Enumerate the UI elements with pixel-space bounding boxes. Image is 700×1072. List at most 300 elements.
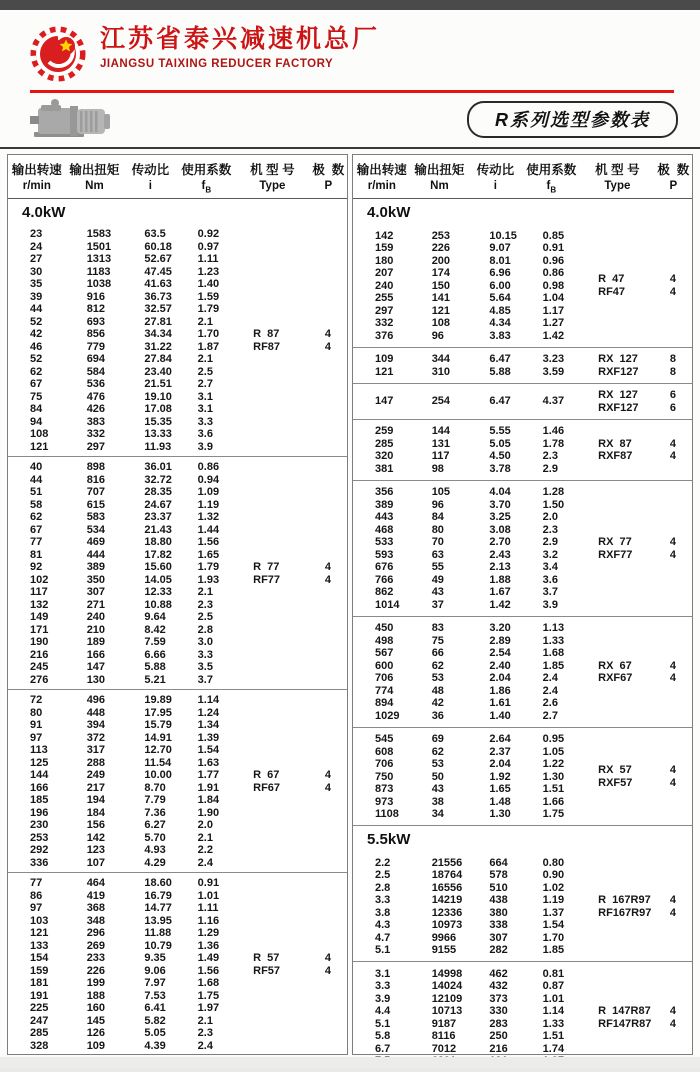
- cell-ratio: 28.35: [144, 486, 172, 499]
- cell-service-factor: 0.95: [542, 733, 565, 746]
- cell-service-factor: 1.11: [197, 253, 219, 266]
- cell-pole-number: 4: [669, 437, 677, 450]
- cell-output-torque: 109: [86, 1039, 106, 1052]
- cell-ratio: 18.80: [144, 536, 172, 549]
- block-rows: [353, 733, 580, 821]
- cell-pole-number: 4: [324, 573, 332, 586]
- table-header: [353, 155, 692, 199]
- type-row: [580, 389, 692, 402]
- cell-pole-number: 4: [324, 769, 332, 782]
- cell-service-factor: 1.77: [197, 769, 220, 782]
- table-row: [8, 661, 235, 674]
- type-row: [580, 894, 692, 907]
- section-title: 4.0kW: [367, 204, 411, 222]
- factory-name-en: JIANGSU TAIXING REDUCER FACTORY: [100, 58, 334, 70]
- cell-type-model: RF87: [253, 340, 281, 353]
- cell-service-factor: 1.09: [197, 486, 220, 499]
- cell-output-torque: 160: [86, 1002, 106, 1015]
- col-header-service-factor-unit: $f_B$: [546, 180, 557, 195]
- cell-output-torque: 249: [86, 769, 106, 782]
- cell-output-speed: 766: [375, 573, 394, 586]
- cell-output-torque: 14024: [431, 980, 463, 993]
- cell-service-factor: 2.3: [542, 523, 558, 536]
- cell-ratio: 11.93: [144, 440, 172, 453]
- type-row: [580, 659, 692, 672]
- cell-output-speed: 894: [375, 697, 394, 710]
- cell-pole-number: 4: [669, 450, 677, 463]
- table-row: [8, 927, 235, 940]
- cell-service-factor: 1.33: [542, 634, 565, 647]
- cell-pole-number: 4: [669, 659, 677, 672]
- cell-output-speed: 225: [30, 1002, 49, 1015]
- cell-output-torque: 317: [86, 744, 106, 757]
- cell-ratio: 4.50: [489, 450, 511, 463]
- table-row: [8, 461, 235, 474]
- cell-ratio: 6.47: [489, 395, 511, 408]
- cell-output-torque: 10973: [431, 919, 463, 932]
- table-row: [353, 770, 580, 783]
- cell-ratio: 9.07: [489, 242, 511, 255]
- cell-service-factor: 0.94: [197, 473, 220, 486]
- cell-ratio: 1.88: [489, 573, 511, 586]
- table-row: [8, 939, 235, 952]
- cell-output-torque: 534: [86, 523, 106, 536]
- cell-service-factor: 1.36: [197, 939, 220, 952]
- cell-output-torque: 69: [431, 733, 444, 746]
- cell-output-speed: 154: [30, 952, 49, 965]
- table-row: [8, 623, 235, 636]
- cell-ratio: 27.84: [144, 353, 172, 366]
- table-header-unit-row: [353, 178, 692, 194]
- table-row: [8, 290, 235, 303]
- cell-ratio: 373: [489, 992, 508, 1005]
- cell-pole-number: 4: [324, 781, 332, 794]
- cell-output-speed: 159: [30, 964, 49, 977]
- cell-output-torque: 210: [86, 623, 106, 636]
- cell-output-speed: 255: [375, 292, 394, 305]
- cell-output-torque: 253: [431, 229, 451, 242]
- cell-ratio: 27.81: [144, 315, 172, 328]
- cell-output-torque: 48: [431, 684, 444, 697]
- cell-service-factor: 1.85: [542, 659, 565, 672]
- cell-pole-number: 8: [669, 365, 677, 378]
- block-rows: [353, 425, 580, 475]
- cell-type-model: RX 87: [598, 437, 632, 450]
- cell-service-factor: 1.51: [542, 1030, 565, 1043]
- cell-output-torque: 188: [86, 989, 106, 1002]
- cell-ratio: 3.78: [489, 462, 511, 475]
- cell-type-model: RF67: [253, 781, 281, 794]
- cell-service-factor: 1.51: [542, 783, 565, 796]
- table-row: [8, 914, 235, 927]
- cell-ratio: 438: [489, 894, 508, 907]
- cell-pole-number: 4: [324, 340, 332, 353]
- cell-ratio: 1.65: [489, 783, 511, 796]
- cell-service-factor: 2.3: [197, 598, 213, 611]
- cell-output-torque: 217: [86, 781, 106, 794]
- cell-output-torque: 394: [86, 719, 106, 732]
- table-row: [353, 919, 580, 932]
- table-row: [353, 304, 580, 317]
- cell-service-factor: 1.37: [542, 906, 565, 919]
- table-row: [8, 756, 235, 769]
- cell-ratio: 17.82: [144, 548, 172, 561]
- cell-ratio: 283: [489, 1017, 508, 1030]
- factory-gear-logo-icon: [30, 26, 86, 82]
- cell-type-model: RF77: [253, 573, 281, 586]
- cell-service-factor: 1.70: [542, 931, 565, 944]
- cell-ratio: 5.05: [489, 437, 511, 450]
- cell-pole-number: 4: [324, 952, 332, 965]
- block-rows: [353, 967, 580, 1067]
- cell-output-speed: 2.8: [375, 881, 391, 894]
- cell-ratio: 15.79: [144, 719, 172, 732]
- cell-service-factor: 1.13: [542, 622, 565, 635]
- table-row: [8, 586, 235, 599]
- col-header-output-speed-cn: 输出转速: [11, 163, 62, 177]
- block-rows: [353, 856, 580, 956]
- cell-output-torque: 36: [431, 709, 444, 722]
- cell-output-torque: 117: [431, 450, 450, 463]
- type-row: [580, 548, 692, 561]
- cell-output-speed: 58: [30, 498, 43, 511]
- cell-ratio: 8.01: [489, 254, 511, 267]
- gearmotor-product-image: [30, 96, 130, 142]
- cell-output-torque: 66: [431, 647, 444, 660]
- table-header-cn-row: [8, 160, 347, 178]
- cell-type-model: R 87: [253, 328, 280, 341]
- cell-output-speed: 181: [30, 977, 49, 990]
- table-row: [8, 1027, 235, 1040]
- cell-service-factor: 0.96: [542, 254, 565, 267]
- table-row: [353, 498, 580, 511]
- parameter-block: [353, 961, 692, 1072]
- cell-output-speed: 5.1: [375, 944, 391, 957]
- type-row: [580, 777, 692, 790]
- cell-ratio: 11.88: [144, 927, 172, 940]
- cell-output-speed: 97: [30, 902, 43, 915]
- cell-output-speed: 72: [30, 694, 43, 707]
- cell-output-torque: 37: [431, 598, 444, 611]
- cell-service-factor: 3.59: [542, 365, 565, 378]
- cell-output-speed: 62: [30, 511, 43, 524]
- table-row: [353, 808, 580, 821]
- table-row: [8, 844, 235, 857]
- cell-type-model: R 47: [598, 273, 625, 286]
- cell-output-speed: 94: [30, 415, 43, 428]
- cell-pole-number: 4: [669, 906, 677, 919]
- cell-output-speed: 46: [30, 340, 43, 353]
- table-row: [353, 697, 580, 710]
- cell-service-factor: 0.90: [542, 869, 565, 882]
- cell-service-factor: 2.7: [197, 378, 213, 391]
- table-row: [353, 684, 580, 697]
- cell-output-torque: 694: [86, 353, 106, 366]
- cell-output-speed: 706: [375, 672, 394, 685]
- cell-service-factor: 1.16: [197, 914, 220, 927]
- cell-output-torque: 83: [431, 622, 444, 635]
- cell-service-factor: 1.34: [197, 719, 220, 732]
- cell-ratio: 24.67: [144, 498, 172, 511]
- cell-ratio: 3.83: [489, 329, 511, 342]
- cell-service-factor: 2.1: [197, 1014, 213, 1027]
- cell-service-factor: 1.65: [197, 548, 220, 561]
- cell-output-torque: 144: [431, 425, 451, 438]
- cell-service-factor: 1.90: [197, 806, 220, 819]
- cell-output-torque: 464: [86, 877, 106, 890]
- table-header-unit-row: [8, 178, 347, 194]
- table-row: [8, 794, 235, 807]
- cell-output-torque: 812: [86, 303, 106, 316]
- cell-output-speed: 3.1: [375, 967, 391, 980]
- cell-service-factor: 1.39: [197, 731, 220, 744]
- cell-output-speed: 600: [375, 659, 394, 672]
- cell-output-speed: 3.9: [375, 992, 391, 1005]
- cell-service-factor: 2.1: [197, 831, 213, 844]
- cell-type-model: R 57: [253, 952, 280, 965]
- cell-ratio: 8.42: [144, 623, 166, 636]
- cell-output-torque: 141: [431, 292, 451, 305]
- table-row: [8, 365, 235, 378]
- cell-service-factor: 1.84: [197, 794, 220, 807]
- cell-output-torque: 916: [86, 290, 106, 303]
- red-divider-rule: [30, 90, 674, 93]
- cell-output-speed: 23: [30, 228, 43, 241]
- cell-service-factor: 1.54: [542, 919, 565, 932]
- block-type-labels: [580, 894, 692, 919]
- cell-ratio: 1.86: [489, 684, 511, 697]
- cell-service-factor: 1.79: [197, 561, 220, 574]
- cell-output-torque: 240: [86, 611, 106, 624]
- cell-type-model: RF147R87: [598, 1017, 652, 1030]
- cell-service-factor: 1.85: [542, 944, 565, 957]
- cell-ratio: 1.61: [489, 697, 511, 710]
- col-header-pole-number-cn: 极 数: [312, 163, 345, 177]
- cell-ratio: 23.40: [144, 365, 172, 378]
- table-row: [353, 598, 580, 611]
- parameter-block: [353, 347, 692, 383]
- cell-output-speed: 144: [30, 769, 49, 782]
- cell-service-factor: 1.32: [197, 511, 220, 524]
- cell-service-factor: 2.9: [542, 462, 558, 475]
- cell-output-torque: 269: [86, 939, 106, 952]
- cell-output-speed: 3.8: [375, 906, 391, 919]
- cell-pole-number: 4: [669, 1017, 677, 1030]
- table-row: [8, 340, 235, 353]
- cell-output-speed: 75: [30, 390, 43, 403]
- cell-service-factor: 2.4: [197, 856, 213, 869]
- cell-service-factor: 1.54: [197, 744, 220, 757]
- cell-output-speed: 320: [375, 450, 394, 463]
- cell-service-factor: 1.30: [542, 770, 565, 783]
- cell-pole-number: 4: [669, 1005, 677, 1018]
- type-row: [580, 672, 692, 685]
- cell-output-speed: 125: [30, 756, 49, 769]
- table-row: [8, 378, 235, 391]
- cell-output-torque: 856: [86, 328, 106, 341]
- block-rows: [8, 461, 235, 686]
- parameter-block: [353, 616, 692, 727]
- cell-output-torque: 7012: [431, 1042, 457, 1055]
- cell-output-torque: 75: [431, 634, 444, 647]
- power-section: [8, 199, 347, 1055]
- cell-output-torque: 174: [431, 267, 451, 280]
- cell-service-factor: 2.4: [542, 684, 558, 697]
- col-header-output-speed-unit: r/min: [367, 180, 396, 192]
- type-row: [580, 906, 692, 919]
- cell-ratio: 8.70: [144, 781, 166, 794]
- cell-output-torque: 53: [431, 758, 444, 771]
- cell-ratio: 5.88: [144, 661, 166, 674]
- cell-ratio: 17.08: [144, 403, 172, 416]
- cell-output-speed: 91: [30, 719, 43, 732]
- cell-output-speed: 706: [375, 758, 394, 771]
- cell-output-speed: 159: [375, 242, 394, 255]
- table-row: [353, 267, 580, 280]
- type-row: [235, 769, 347, 782]
- cell-service-factor: 1.66: [542, 795, 565, 808]
- cell-ratio: 15.60: [144, 561, 172, 574]
- parameter-block: [8, 872, 347, 1055]
- parameter-block: [353, 480, 692, 616]
- cell-type-model: RXF87: [598, 450, 633, 463]
- block-type-labels: [580, 536, 692, 561]
- cell-output-torque: 200: [431, 254, 451, 267]
- table-row: [353, 622, 580, 635]
- cell-ratio: 10.00: [144, 769, 172, 782]
- parameter-block: [353, 224, 692, 347]
- block-rows: [8, 694, 235, 869]
- cell-output-speed: 1029: [375, 709, 400, 722]
- cell-service-factor: 0.80: [542, 856, 565, 869]
- top-border-bar: [0, 0, 700, 10]
- cell-service-factor: 1.01: [197, 889, 220, 902]
- cell-output-torque: 16556: [431, 881, 463, 894]
- cell-output-speed: 117: [30, 586, 48, 599]
- table-row: [8, 428, 235, 441]
- table-row: [353, 856, 580, 869]
- cell-output-speed: 3.3: [375, 980, 391, 993]
- table-row: [8, 611, 235, 624]
- table-row: [8, 719, 235, 732]
- cell-ratio: 41.63: [144, 278, 172, 291]
- cell-type-model: RXF57: [598, 776, 633, 789]
- cell-output-torque: 98: [431, 462, 444, 475]
- cell-pole-number: 4: [324, 964, 332, 977]
- cell-service-factor: 2.3: [542, 450, 558, 463]
- power-section: [353, 825, 692, 1072]
- col-header-service-factor-unit: $f_B$: [201, 180, 212, 195]
- cell-output-torque: 42: [431, 697, 444, 710]
- cell-output-speed: 132: [30, 598, 49, 611]
- table-row: [353, 1042, 580, 1055]
- cell-output-speed: 121: [30, 440, 49, 453]
- table-row: [353, 254, 580, 267]
- table-row: [353, 279, 580, 292]
- cell-service-factor: 1.14: [197, 694, 220, 707]
- table-row: [8, 673, 235, 686]
- cell-output-torque: 779: [86, 340, 106, 353]
- cell-ratio: 9.06: [144, 964, 166, 977]
- cell-output-torque: 9187: [431, 1017, 457, 1030]
- cell-output-speed: 332: [375, 317, 394, 330]
- cell-type-model: R 167R97: [598, 894, 651, 907]
- col-header-output-torque-cn: 输出扭矩: [414, 163, 465, 177]
- cell-output-speed: 103: [30, 914, 49, 927]
- cell-output-torque: 254: [431, 395, 451, 408]
- cell-service-factor: 1.68: [542, 647, 565, 660]
- cell-output-torque: 38: [431, 795, 444, 808]
- table-row: [353, 733, 580, 746]
- cell-service-factor: 1.29: [197, 927, 220, 940]
- cell-output-torque: 70: [431, 536, 444, 549]
- cell-ratio: 9.64: [144, 611, 166, 624]
- cell-output-torque: 50: [431, 770, 444, 783]
- cell-output-torque: 12336: [431, 906, 463, 919]
- cell-type-model: RX 127: [598, 353, 638, 366]
- table-row: [8, 806, 235, 819]
- type-row: [580, 450, 692, 463]
- table-row: [8, 964, 235, 977]
- cell-output-torque: 150: [431, 279, 451, 292]
- cell-ratio: 10.15: [489, 229, 517, 242]
- cell-service-factor: 2.7: [542, 709, 558, 722]
- cell-service-factor: 1.17: [542, 304, 565, 317]
- parameter-block: [8, 689, 347, 872]
- cell-service-factor: 1.24: [197, 706, 220, 719]
- cell-ratio: 3.20: [489, 622, 511, 635]
- type-row: [580, 1005, 692, 1018]
- cell-output-torque: 296: [86, 927, 106, 940]
- table-row: [8, 523, 235, 536]
- type-row: [235, 328, 347, 341]
- cell-service-factor: 1.49: [197, 952, 220, 965]
- table-row: [8, 819, 235, 832]
- cell-ratio: 9.35: [144, 952, 166, 965]
- table-row: [8, 253, 235, 266]
- table-row: [353, 365, 580, 378]
- cell-service-factor: 1.87: [197, 340, 220, 353]
- col-header-ratio-unit: i: [493, 180, 497, 192]
- cell-type-model: RF47: [598, 285, 626, 298]
- table-row: [353, 980, 580, 993]
- cell-output-speed: 121: [375, 365, 394, 378]
- cell-type-model: RX 67: [598, 659, 632, 672]
- cell-output-speed: 285: [375, 437, 394, 450]
- table-row: [8, 228, 235, 241]
- table-header-cn-row: [353, 160, 692, 178]
- cell-ratio: 380: [489, 906, 508, 919]
- cell-ratio: 4.39: [144, 1039, 166, 1052]
- cell-type-model: RF57: [253, 964, 281, 977]
- table-row: [8, 511, 235, 524]
- table-row: [353, 486, 580, 499]
- table-row: [8, 877, 235, 890]
- cell-output-torque: 107: [86, 856, 106, 869]
- cell-ratio: 5.64: [489, 292, 511, 305]
- cell-type-model: R 67: [253, 769, 280, 782]
- cell-output-speed: 567: [375, 647, 394, 660]
- col-header-output-torque-unit: Nm: [430, 180, 449, 192]
- cell-output-speed: 545: [375, 733, 394, 746]
- cell-output-speed: 121: [30, 927, 49, 940]
- table-row: [8, 889, 235, 902]
- table-row: [8, 403, 235, 416]
- cell-output-torque: 108: [431, 317, 451, 330]
- type-row: [580, 273, 692, 286]
- cell-output-speed: 1014: [375, 598, 400, 611]
- table-row: [353, 317, 580, 330]
